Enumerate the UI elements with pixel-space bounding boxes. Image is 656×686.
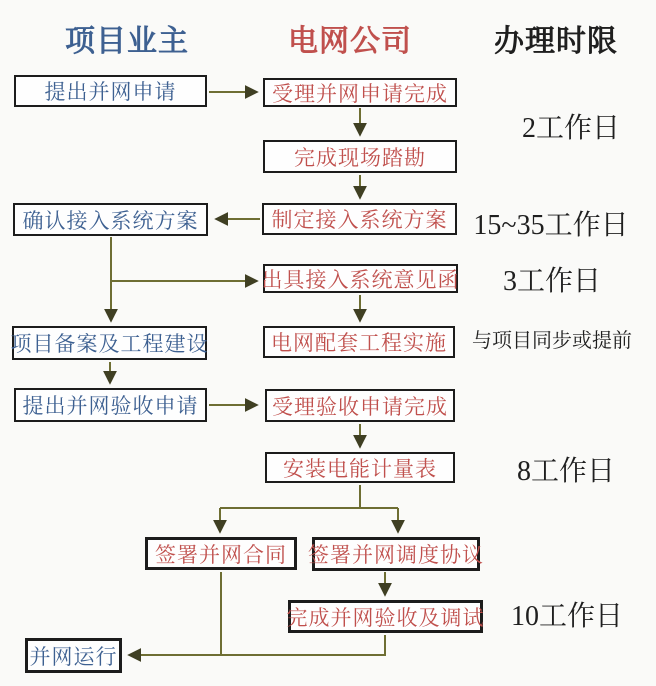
step-site-survey: 完成现场踏勘 (263, 140, 457, 173)
step-submit-acceptance-application: 提出并网验收申请 (14, 388, 207, 422)
column-header-grid-company: 电网公司 (288, 25, 412, 58)
step-submit-grid-application: 提出并网申请 (14, 75, 207, 107)
time-limit-8-working-days: 8工作日 (516, 456, 615, 487)
column-header-time-limit: 办理时限 (494, 25, 618, 58)
step-complete-acceptance-debugging: 完成并网验收及调试 (288, 600, 483, 633)
column-header-project-owner: 项目业主 (65, 25, 189, 58)
step-project-filing-construction: 项目备案及工程建设 (12, 326, 207, 360)
time-limit-sync-with-project: 与项目同步或提前 (472, 330, 632, 352)
step-make-access-plan: 制定接入系统方案 (262, 203, 457, 235)
time-limit-15-35-working-days: 15~35工作日 (473, 210, 629, 241)
step-sign-dispatch-agreement: 签署并网调度协议 (312, 537, 480, 571)
step-confirm-access-plan: 确认接入系统方案 (13, 203, 208, 236)
time-limit-2-working-days: 2工作日 (521, 113, 620, 144)
time-limit-3-working-days: 3工作日 (502, 266, 601, 297)
step-accept-grid-application: 受理并网申请完成 (263, 78, 457, 107)
step-grid-connected-operation: 并网运行 (25, 638, 122, 673)
step-issue-access-opinion-letter: 出具接入系统意见函 (263, 264, 458, 293)
step-grid-supporting-works: 电网配套工程实施 (263, 326, 455, 358)
time-limit-10-working-days: 10工作日 (510, 601, 623, 632)
step-accept-acceptance-application: 受理验收申请完成 (265, 389, 455, 422)
step-install-energy-meter: 安装电能计量表 (265, 452, 455, 483)
step-sign-grid-contract: 签署并网合同 (145, 537, 297, 570)
